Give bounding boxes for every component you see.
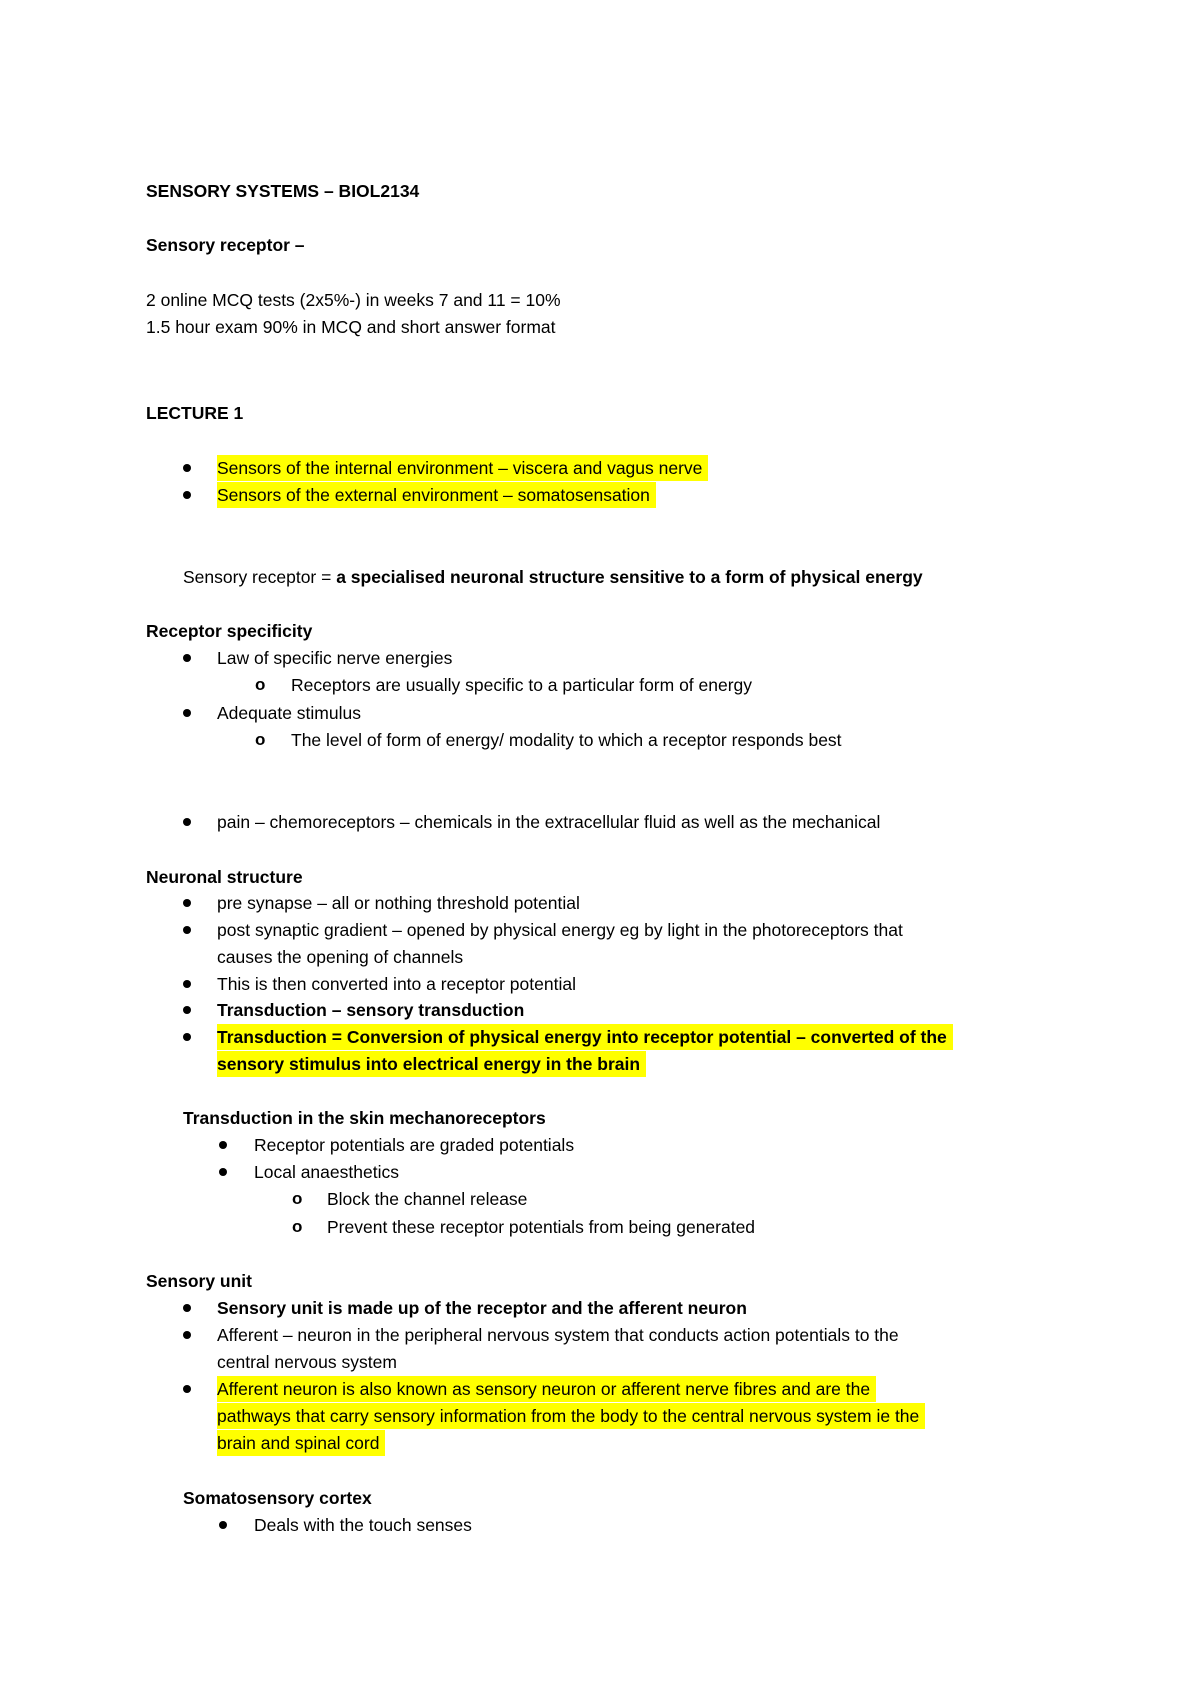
afferent-neuron-line3: brain and spinal cord	[217, 1430, 385, 1456]
bullet-icon	[183, 818, 191, 826]
bullet-icon	[219, 1521, 227, 1529]
sensory-unit-heading: Sensory unit	[146, 1271, 252, 1291]
local-anaesthetics-item: Local anaesthetics	[254, 1162, 399, 1182]
bullet-icon	[183, 709, 191, 717]
bullet-icon	[183, 1385, 191, 1393]
adequate-stimulus-item: Adequate stimulus	[217, 703, 361, 723]
receptor-specificity-heading: Receptor specificity	[146, 621, 313, 641]
sensory-unit-item: Sensory unit is made up of the receptor and the afferent neuron	[217, 1298, 747, 1318]
pre-synapse-item: pre synapse – all or nothing threshold potential	[217, 893, 580, 913]
bullet-icon	[183, 1331, 191, 1339]
bullet-icon	[183, 899, 191, 907]
prevent-potentials-sub: Prevent these receptor potentials from being generated	[327, 1217, 756, 1237]
internal-env-bullet: Sensors of the internal environment – viscera and vagus nerve	[217, 455, 708, 481]
bullet-icon	[183, 1006, 191, 1014]
definition-text: a specialised neuronal structure sensitive to a form of physical energy	[336, 567, 923, 587]
transduction-item: Transduction – sensory transduction	[217, 1000, 525, 1020]
afferent-item-line1: Afferent – neuron in the peripheral nervous system that conducts action potentials to the	[217, 1325, 899, 1345]
bullet-icon	[183, 926, 191, 934]
bullet-icon	[183, 1033, 191, 1041]
bullet-icon	[219, 1141, 227, 1149]
bullet-icon	[183, 980, 191, 988]
post-synaptic-item-line1: post synaptic gradient – opened by physical energy eg by light in the photoreceptors that	[217, 920, 903, 940]
graded-potentials-item: Receptor potentials are graded potentials	[254, 1135, 575, 1155]
afferent-item-line2: central nervous system	[217, 1352, 397, 1372]
post-synaptic-item-line2: causes the opening of channels	[217, 947, 464, 967]
bullet-icon	[183, 1304, 191, 1312]
sensory-receptor-line: Sensory receptor –	[146, 235, 305, 255]
bullet-icon	[183, 464, 191, 472]
lecture-heading: LECTURE 1	[146, 403, 244, 423]
transduction-definition-line2: sensory stimulus into electrical energy in the brain	[217, 1051, 646, 1077]
touch-senses-item: Deals with the touch senses	[254, 1515, 472, 1535]
afferent-neuron-line1: Afferent neuron is also known as sensory neuron or afferent nerve fibres and are the	[217, 1376, 876, 1402]
document-title: SENSORY SYSTEMS – BIOL2134	[146, 181, 420, 201]
bullet-icon	[219, 1168, 227, 1176]
sub-bullet-icon: o	[292, 1189, 303, 1208]
pain-item: pain – chemoreceptors – chemicals in the extracellular fluid as well as the mechanical	[217, 812, 881, 832]
transduction-definition-line1: Transduction = Conversion of physical energy into receptor potential – converted of the	[217, 1024, 953, 1050]
law-specific-nerve-sub: Receptors are usually specific to a particular form of energy	[291, 675, 753, 695]
neuronal-structure-heading: Neuronal structure	[146, 867, 303, 887]
assessment-line-1: 2 online MCQ tests (2x5%-) in weeks 7 and 11 = 10%	[146, 290, 561, 310]
assessment-line-2: 1.5 hour exam 90% in MCQ and short answer format	[146, 317, 556, 337]
bullet-icon	[183, 654, 191, 662]
sub-bullet-icon: o	[255, 675, 266, 694]
bullet-icon	[183, 491, 191, 499]
sub-bullet-icon: o	[255, 730, 266, 749]
transduction-skin-heading: Transduction in the skin mechanoreceptors	[183, 1108, 546, 1128]
afferent-neuron-line2: pathways that carry sensory information from the body to the central nervous system ie the	[217, 1403, 925, 1429]
sensory-receptor-definition	[183, 564, 923, 590]
somatosensory-heading: Somatosensory cortex	[183, 1488, 372, 1508]
law-specific-nerve-item: Law of specific nerve energies	[217, 648, 453, 668]
sub-bullet-icon: o	[292, 1217, 303, 1236]
adequate-stimulus-sub: The level of form of energy/ modality to which a receptor responds best	[291, 730, 842, 750]
external-env-bullet: Sensors of the external environment – somatosensation	[217, 482, 656, 508]
receptor-potential-item: This is then converted into a receptor potential	[217, 974, 576, 994]
block-channel-sub: Block the channel release	[327, 1189, 528, 1209]
definition-prefix: Sensory receptor =	[183, 567, 337, 587]
